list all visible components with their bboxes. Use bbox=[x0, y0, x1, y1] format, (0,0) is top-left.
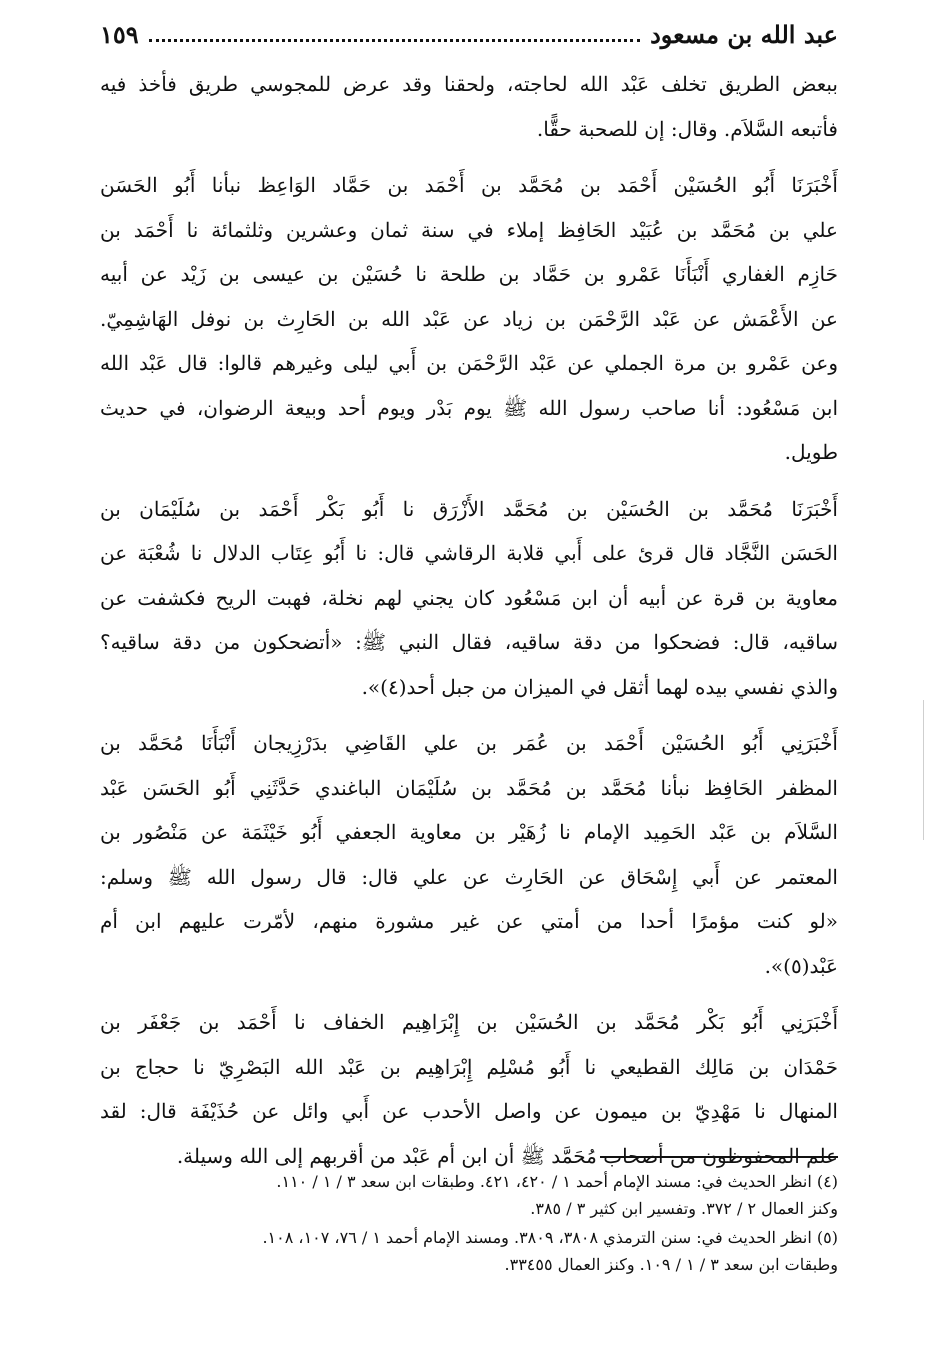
footnote-line: وكنز العمال ٢ / ٣٧٢. وتفسير ابن كثير ٣ / ٣٨٥. bbox=[530, 1199, 838, 1218]
paragraph bbox=[100, 62, 838, 151]
text-line: السَّلاَم بن عَبْد الحَمِيد الإمام نا زُهَيْر بن معاوية الجعفي أَبُو خَيْثَمَة عن مَنْصُور بن bbox=[100, 820, 838, 844]
page-number: ١٥٩ bbox=[100, 19, 139, 49]
text-line: فأتبعه السَّلاَم. وقال: إن للصحبة حقًّا. bbox=[536, 116, 838, 141]
text-line: معاوية بن قرة عن أبيه أن ابن مَسْعُود كان يجني لهم نخلة، فهبت الريح فكشفت عن bbox=[100, 585, 838, 610]
footnote bbox=[104, 1168, 838, 1222]
running-header bbox=[100, 14, 838, 54]
text-line: المعتمر عن أَبي إِسْحَاق عن الحَارِث عن علي قال: قال رسول الله ﷺ وسلم: bbox=[100, 864, 838, 889]
text-line: عن الأَعْمَش عن عَبْد الرَّحْمَن بن زياد عن عَبْد الله بن الحَارِث بن نوفل الهَاشِمِيّ. bbox=[100, 306, 838, 331]
main-text bbox=[100, 62, 838, 1190]
footnote-line: (٤) انظر الحديث في: مسند الإمام أحمد ١ / ٤٢٠، ٤٢١. وطبقات ابن سعد ٣ / ١ / ١١٠. bbox=[276, 1172, 838, 1191]
footnote-separator bbox=[600, 1156, 838, 1158]
text-line: ابن مَسْعُود: أنا صاحب رسول الله ﷺ يوم بَدْر ويوم أحد وبيعة الرضوان، في حديث bbox=[100, 395, 838, 420]
header-title: عبد الله بن مسعود bbox=[650, 19, 838, 49]
paragraph bbox=[100, 163, 838, 475]
text-line: أَخْبَرَنِي أَبُو بَكْر مُحَمَّد بن الحُسَيْن بن إِبْرَاهِيم الخفاف نا أَحْمَد بن جَعْفَر بن bbox=[100, 1010, 838, 1034]
text-line: والذي نفسي بيده لهما أثقل في الميزان من جبل أحد(٤)». bbox=[361, 674, 838, 699]
footnote bbox=[104, 1224, 838, 1278]
text-line: عَبْد(٥)». bbox=[764, 953, 838, 978]
footnotes bbox=[104, 1168, 838, 1280]
text-line: أَخْبَرَنِي أَبُو الحُسَيْن أَحْمَد بن عُمَر بن علي القَاضِي بدَرْزِيجان أَنْبَأَنَا مُحَمَّد بن bbox=[100, 731, 838, 755]
text-line: المظفر الحَافِظ نبأنا مُحَمَّد بن مُحَمَّد بن سُلَيْمَان الباغندي حَدَّثَنِي أَبُو الحَسَن عَبْد bbox=[100, 775, 838, 800]
footnote-line: (٥) انظر الحديث في: سنن الترمذي ٣٨٠٨، ٣٨٠٩. ومسند الإمام أحمد ١ / ٧٦، ١٠٧، ١٠٨. bbox=[262, 1228, 838, 1247]
text-line: حَازِم الغفاري أَنْبَأَنَا عَمْرو بن حَمَّاد بن طلحة نا حُسَيْن بن عيسى بن زَيْد عن أبيه bbox=[100, 262, 838, 286]
text-line: حَمْدَان بن مَالِك القطيعي نا أَبُو مُسْلِم إِبْرَاهِيم بن عَبْد الله البَصْرِيّ نا حجاج بن bbox=[100, 1054, 838, 1079]
paragraph bbox=[100, 721, 838, 988]
text-line: «لو كنت مؤمرًا أحدا من أمتي عن غير مشورة منهم، لأمّرت عليهم ابن أم bbox=[100, 909, 838, 933]
footnote-line: وطبقات ابن سعد ٣ / ١ / ١٠٩. وكنز العمال ٣٣٤٥٥. bbox=[504, 1255, 838, 1274]
text-line: ساقيه، قال: فضحكوا من دقة ساقيه، فقال النبي ﷺ: «أتضحكون من دقة ساقيه؟ bbox=[100, 630, 838, 654]
text-line: طويل. bbox=[784, 440, 838, 464]
paragraph bbox=[100, 487, 838, 710]
text-line: المنهال نا مَهْدِيّ بن ميمون عن واصل الأحدب عن أَبي وائل عن حُذَيْفَة قال: لقد bbox=[100, 1099, 838, 1123]
scan-margin-mark bbox=[923, 700, 924, 840]
paragraph bbox=[100, 1000, 838, 1178]
text-line: أَخْبَرَنَا أَبُو الحُسَيْن أَحْمَد بن مُحَمَّد بن أَحْمَد بن حَمَّاد الوَاعِظ نبأنا أَبُو الحَسَن bbox=[100, 173, 838, 197]
text-line: الحَسَن النَّجَّاد قال قرئ على أَبي قلابة الرقاشي قال: نا أَبُو عِتَاب الدلال نا شُعْبَة عن bbox=[100, 541, 838, 565]
text-line: علي بن مُحَمَّد بن عُبَيْد الحَافِظ إملاء في سنة ثمان وعشرين وثلثمائة نا أَحْمَد بن bbox=[100, 217, 838, 242]
header-dot-leader bbox=[149, 19, 640, 42]
text-line: علم المحفوظون من أصحاب مُحَمَّد ﷺ أن ابن أم عَبْد من أقربهم إلى الله وسيلة. bbox=[176, 1143, 838, 1168]
text-line: وعن عَمْرو بن مرة الجملي عن عَبْد الرَّحْمَن بن أَبي ليلى وغيرهم قالوا: قال عَبْد الله bbox=[100, 351, 838, 375]
text-line: أَخْبَرَنَا مُحَمَّد بن الحُسَيْن بن مُحَمَّد الأَزْرَق نا أَبُو بَكْر أَحْمَد بن سُلَيْمَان بن bbox=[100, 496, 838, 521]
text-line: ببعض الطريق تخلف عَبْد الله لحاجته، ولحقنا وقد عرض للمجوسي طريق فأخذ فيه bbox=[100, 72, 838, 96]
